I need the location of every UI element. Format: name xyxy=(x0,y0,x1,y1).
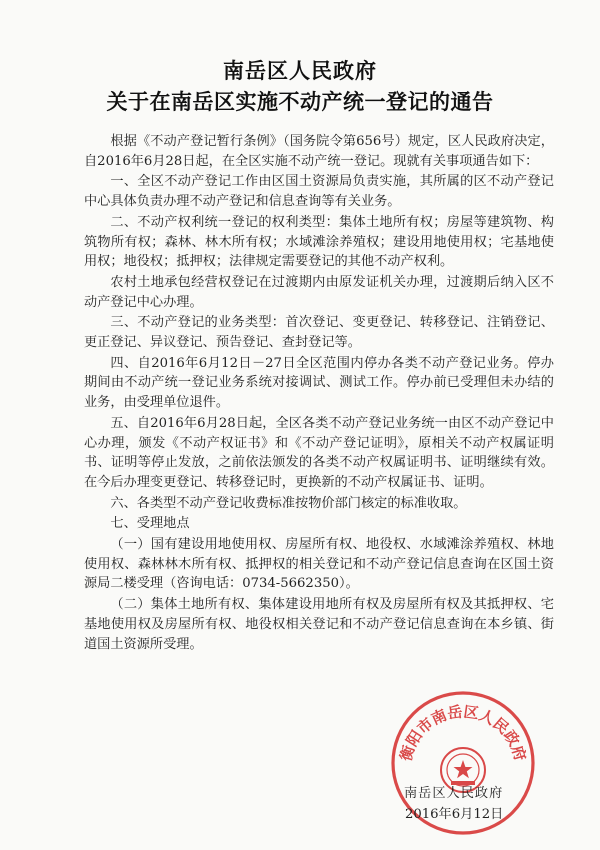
signature-org: 南岳区人民政府 xyxy=(404,786,504,801)
signature-date: 2016年6月12日 xyxy=(405,807,504,822)
paragraph-7-1: （一）国有建设用地使用权、房屋所有权、地役权、水域滩涂养殖权、林地使用权、森林林木所有权、抵押权的相关登记和不动产登记信息查询在区国土资源局二楼受理（咨询电话：0734-5662350）。 xyxy=(84,537,554,592)
paragraph-intro: 根据《不动产登记暂行条例》（国务院令第656号）规定，区人民政府决定，自2016年6月28日起，在全区实施不动产统一登记。现就有关事项通告如下： xyxy=(84,134,554,169)
paragraph-1: 一、全区不动产登记工作由区国土资源局负责实施，其所属的区不动产登记中心具体负责办理不动产登记和信息查询等有关业务。 xyxy=(84,174,554,210)
paragraph-3: 三、不动产登记的业务类型：首次登记、变更登记、转移登记、注销登记、更正登记、异议登记、预告登记、查封登记等。 xyxy=(84,315,554,351)
paragraph-2: 二、不动产权利统一登记的权利类型：集体土地所有权；房屋等建筑物、构筑物所有权；森林、林木所有权；水域滩涂养殖权；建设用地使用权；宅基地使用权；地役权；抵押权；法律规定需要登记的其他不动产权利。 xyxy=(84,214,554,270)
seal-text: 衡阳市南岳区人民政府 xyxy=(396,702,530,764)
paragraph-2-note: 农村土地承包经营权登记在过渡期内由原发证机关办理，过渡期后纳入区不动产登记中心办理。 xyxy=(84,274,554,310)
paragraph-4: 四、自2016年6月12日－27日全区范围内停办各类不动产登记业务。停办期间由不动产统一登记业务系统对接调试、测试工作。停办前已受理但未办结的业务，由受理单位退件。 xyxy=(84,355,554,411)
notice-body xyxy=(84,132,554,654)
paragraph-5: 五、自2016年6月28日起，全区各类不动产登记业务统一由区不动产登记中心办理，颁发《不动产权证书》和《不动产登记证明》，原相关不动产权属证明书、证明等停止发放，之前依法颁发的各类不动产权属证明书、证明继续有效。在今后办理变更登记、转移登记时，更换新的不动产权属证书、证明。 xyxy=(84,415,554,490)
notice-title: 关于在南岳区实施不动产统一登记的通告 xyxy=(106,90,494,114)
paragraph-7-heading: 七、受理地点 xyxy=(110,516,190,532)
paragraph-6: 六、各类型不动产登记收费标准按物价部门核定的标准收取。 xyxy=(110,495,467,511)
issuer-title: 南岳区人民政府 xyxy=(223,59,377,83)
paragraph-7-2: （二）集体土地所有权、集体建设用地所有权及房屋所有权及其抵押权、宅基地使用权及房屋所有权、地役权相关登记和不动产登记信息查询在本乡镇、街道国土资源所受理。 xyxy=(84,597,554,652)
